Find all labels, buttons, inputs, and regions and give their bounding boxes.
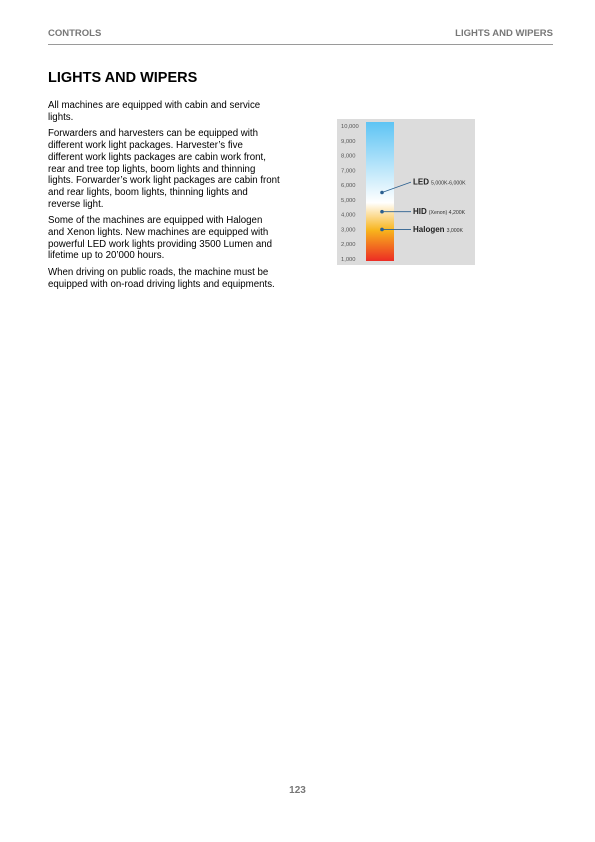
page-title: LIGHTS AND WIPERS xyxy=(48,70,198,86)
figure-background xyxy=(337,119,475,265)
paragraph-halogen-xenon-led: Some of the machines are equipped with Halogen and Xenon lights. New machines are equipped with powerful LED work lights providing 3500 Lumen and lifetime up to 20’000 hours. xyxy=(48,215,273,262)
header-chapter-label: LIGHTS AND WIPERS xyxy=(455,28,553,39)
scale-label: 10,000 xyxy=(341,124,359,130)
color-temperature-scale xyxy=(337,119,475,265)
marker-label: Halogen 3,000K xyxy=(413,224,464,234)
scale-label: 1,000 xyxy=(341,257,356,263)
scale-label: 2,000 xyxy=(341,242,356,249)
scale-label: 4,000 xyxy=(341,212,356,219)
header-section-label: CONTROLS xyxy=(48,28,102,39)
scale-label: 9,000 xyxy=(341,138,356,145)
page-header xyxy=(48,28,553,45)
paragraph-road-lights: When driving on public roads, the machine must be equipped with on-road driving lights and equipments. xyxy=(48,267,275,290)
color-temperature-figure xyxy=(337,119,475,270)
scale-label: 6,000 xyxy=(341,183,356,190)
page-number: 123 xyxy=(289,785,306,796)
body-text xyxy=(48,100,280,296)
scale-label: 5,000 xyxy=(341,197,356,204)
paragraph-work-light-packages: Forwarders and harvesters can be equipped with different work light packages. Harvester’s five different work lights packages are cabin work front, rear and tree top lights, boom lights and thinning lights. Forwarder’s work light packages are cabin front and rear lights, boom lights, thinning lights and reverse light. xyxy=(48,128,280,210)
scale-label: 7,000 xyxy=(341,168,356,175)
scale-label: 8,000 xyxy=(341,153,356,160)
marker-label: LED 5,000K-6,000K xyxy=(413,177,466,187)
paragraph-cabin-lights: All machines are equipped with cabin and service lights. xyxy=(48,100,261,123)
scale-label: 3,000 xyxy=(341,227,356,234)
temperature-gradient-bar xyxy=(366,122,394,261)
marker-label: HID (Xenon) 4,200K xyxy=(413,207,466,217)
